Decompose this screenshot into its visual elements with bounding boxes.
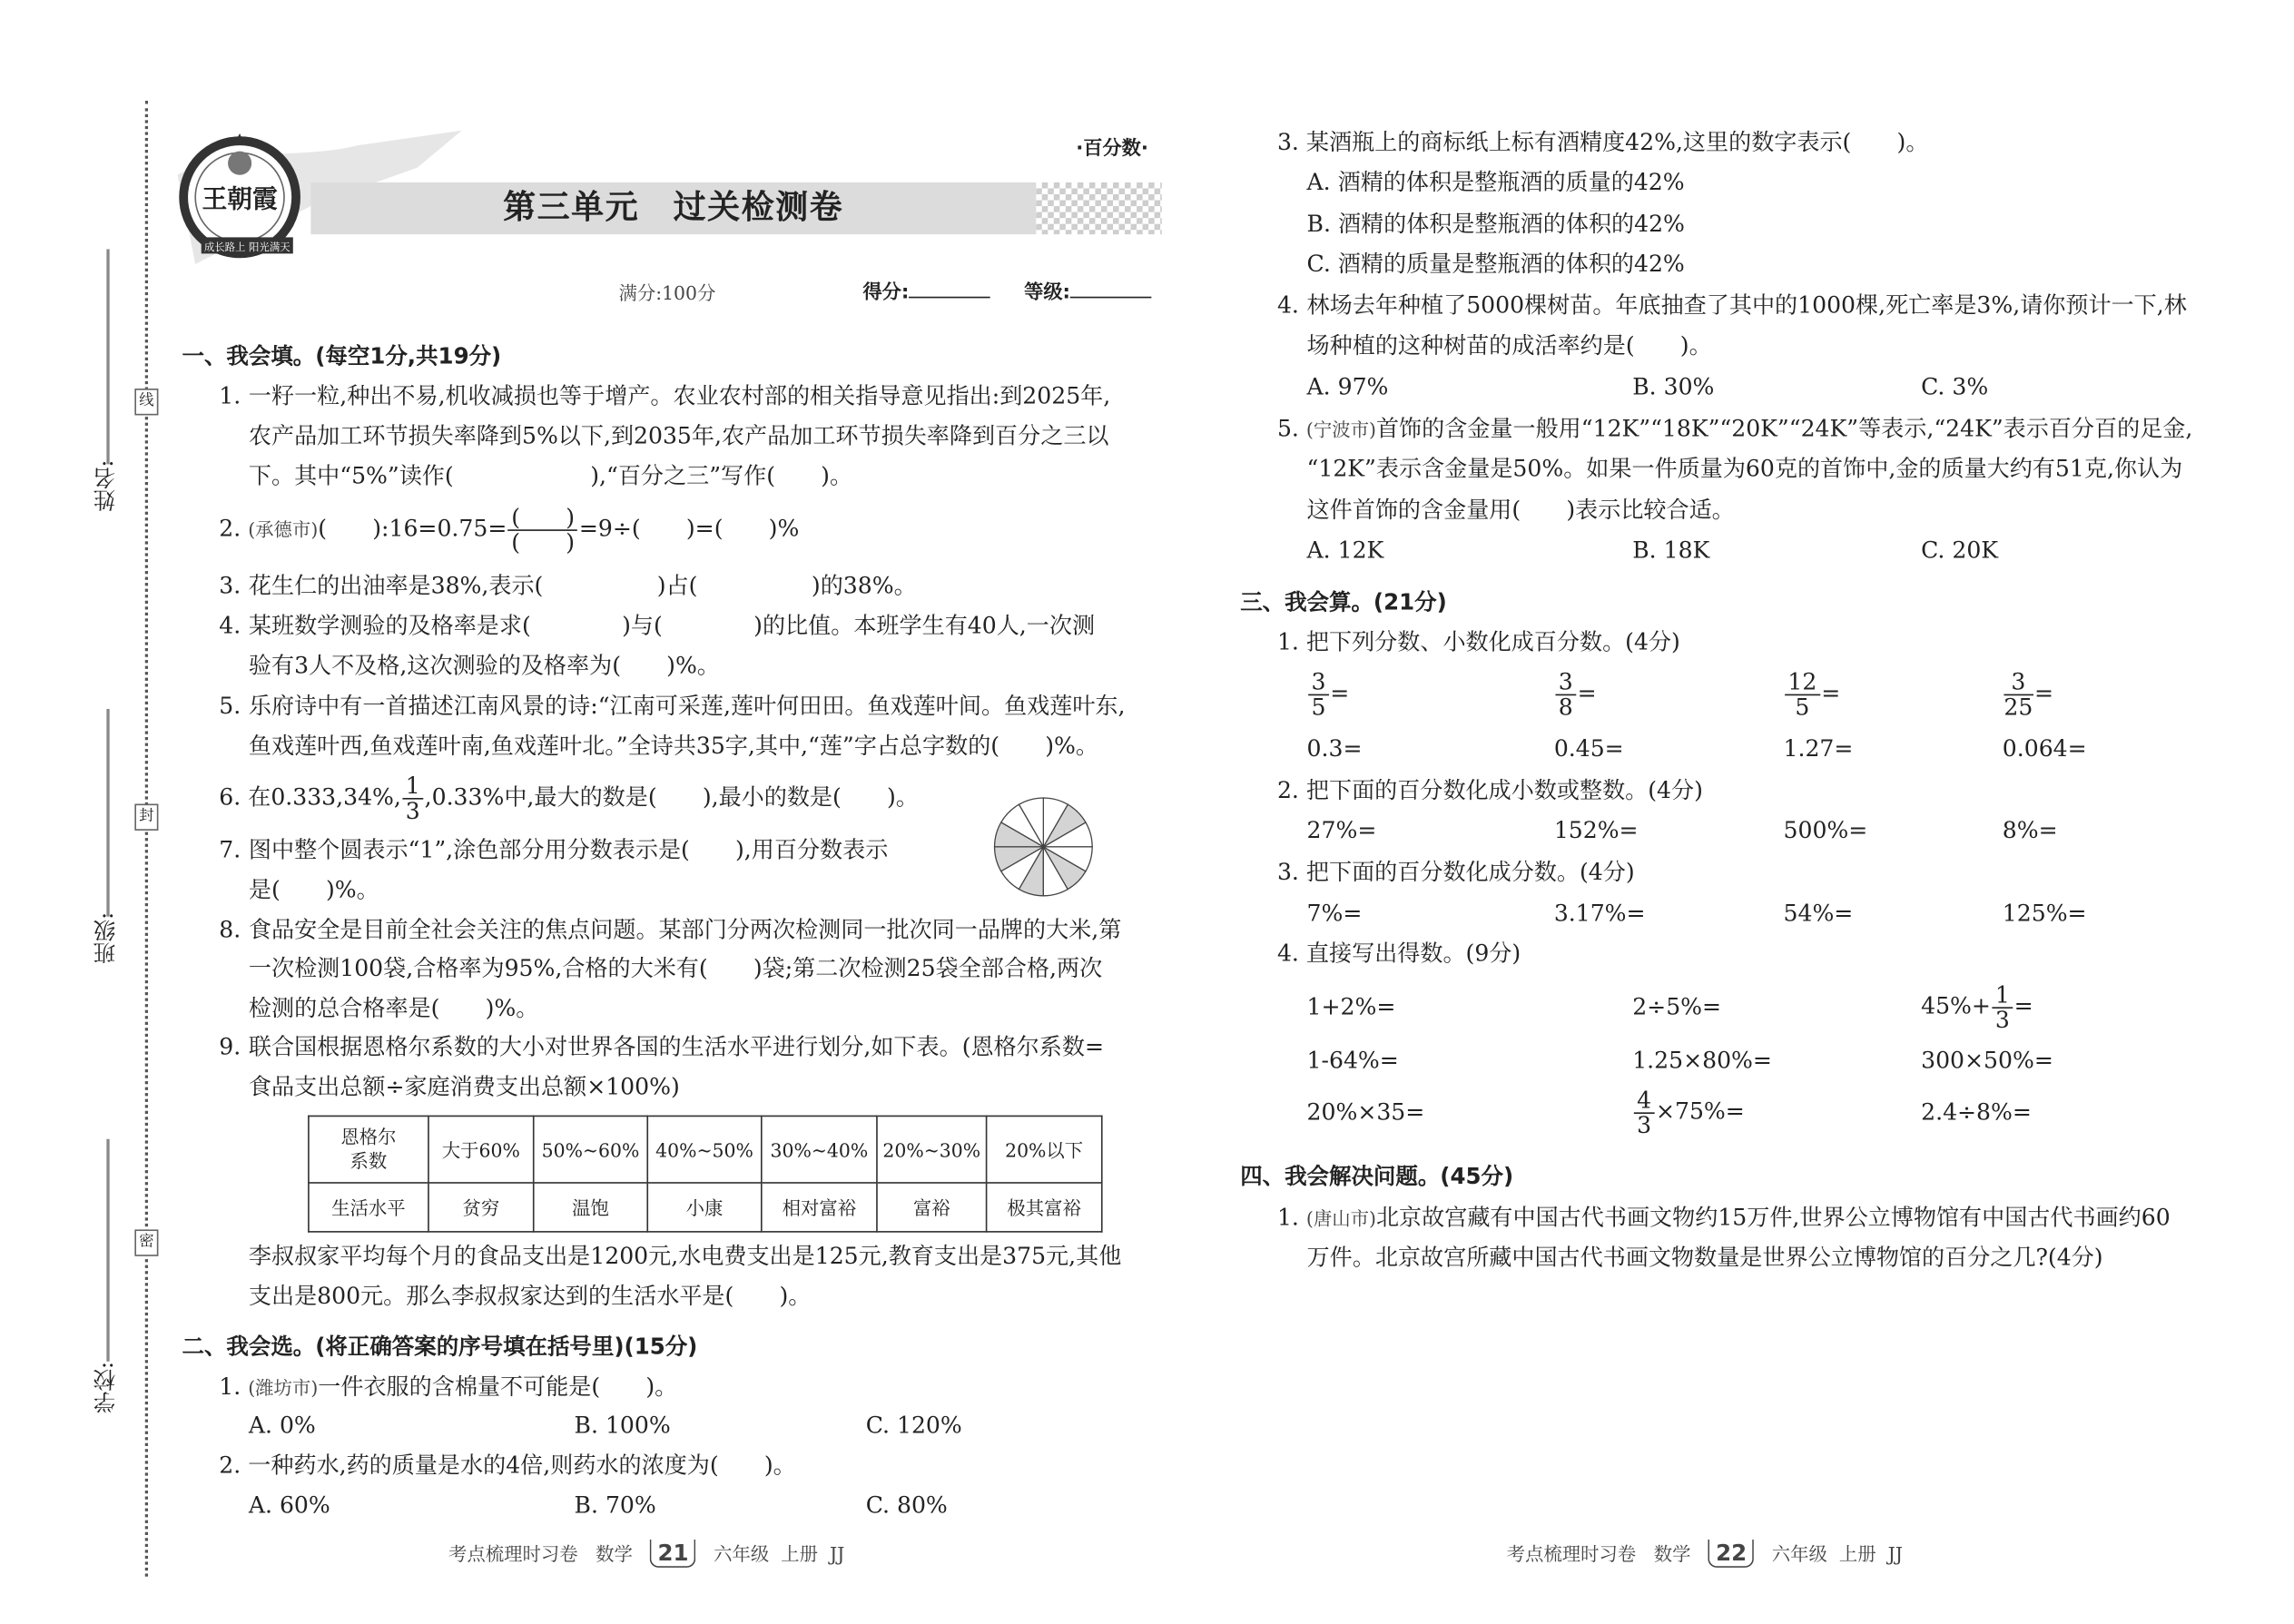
calc-item: $\frac{3}{25}$ = <box>2004 668 2054 722</box>
question-number: 5. <box>219 692 241 720</box>
question-text: 食品安全是目前全社会关注的焦点问题。某部门分两次检测同一批次同一品牌的大米,第 <box>248 916 1122 944</box>
question-number: 1. <box>219 382 241 409</box>
question-text: 图中整个圆表示“1”,涂色部分用分数表示是( ),用百分数表示 <box>248 836 889 863</box>
calc-item: 45%+ $\frac{1}{3}$ = <box>1921 981 2033 1034</box>
question-number: 7. <box>219 836 241 863</box>
option-a: A. 97% <box>1306 373 1389 401</box>
question-text: 乐府诗中有一首描述江南风景的诗:“江南可采莲,莲叶何田田。鱼戏莲叶间。鱼戏莲叶东, <box>248 692 1126 720</box>
question-text: 3. 某酒瓶上的商标纸上标有酒精度42%,这里的数字表示( )。 <box>1276 129 1929 156</box>
full-score: 满分:100分 <box>618 281 716 304</box>
option-a: A. 酒精的体积是整瓶酒的质量的42% <box>1306 169 1685 196</box>
pie-figure <box>991 795 1095 899</box>
option-b: B. 100% <box>574 1412 671 1439</box>
section-heading: 四、我会解决问题。(45分) <box>1240 1162 1514 1190</box>
seal-mark: 密 <box>134 1229 158 1255</box>
table-row: 生活水平 贫穷 温饱 小康 相对富裕 富裕 极其富裕 <box>309 1183 1102 1232</box>
calc-item: 500%= <box>1783 817 1868 844</box>
calc-item: 1-64%= <box>1306 1047 1399 1074</box>
option-a: A. 12K <box>1306 536 1384 564</box>
question-text: 林场去年种植了5000棵树苗。年底抽查了其中的1000棵,死亡率是3%,请你预计一下,林 <box>1306 291 2187 320</box>
question-text: 5. (宁波市)首饰的含金量一般用“12K”“18K”“20K”“24K”等表示,“24K”表示百分百的足金, <box>1276 415 2193 442</box>
table-row: 恩格尔 系数 大于60% 50%~60% 40%~50% 30%~40% 20%~30% 20%以下 <box>309 1116 1102 1183</box>
question-text: 李叔叔家平均每个月的食品支出是1200元,水电费支出是125元,教育支出是375元,其他 <box>248 1243 1122 1270</box>
page-number: 21 <box>650 1540 695 1568</box>
school-field[interactable] <box>106 1139 108 1362</box>
score-label: 得分: <box>862 281 910 304</box>
calc-item: $\frac{3}{8}$ = <box>1554 670 1597 719</box>
option-c: C. 3% <box>1921 373 1989 401</box>
option-c: C. 20K <box>1921 536 1999 564</box>
calc-item: 7%= <box>1306 900 1363 928</box>
score-field[interactable] <box>909 279 990 298</box>
calc-item: 0.064= <box>2002 735 2087 763</box>
fraction: $\frac{( )}{( )}$ <box>508 506 577 555</box>
school-label: 学校: <box>92 1361 119 1414</box>
class-field[interactable] <box>106 709 108 917</box>
page-number: 22 <box>1708 1540 1754 1568</box>
option-b: B. 酒精的体积是整瓶酒的体积的42% <box>1306 210 1685 238</box>
calc-item: 27%= <box>1306 817 1377 844</box>
question-text: 1. (唐山市)北京故宫藏有中国古代书画文物约15万件,世界公立博物馆有中国古代书画约60 <box>1276 1204 2171 1232</box>
calc-item: 0.45= <box>1553 735 1624 763</box>
option-a: A. 60% <box>248 1491 330 1520</box>
option-c: C. 酒精的质量是整瓶酒的体积的42% <box>1306 251 1685 278</box>
question-6: 6. 在0.333,34%, $\frac{1}{3}$ ,0.33%中,最大的数是( ),最小的数是( )。 <box>219 773 919 825</box>
fraction: $\frac{1}{3}$ <box>403 774 423 823</box>
cut-line <box>145 101 148 1577</box>
calc-item: 3.17%= <box>1553 900 1646 928</box>
calc-item: 1+2%= <box>1306 993 1396 1021</box>
topic-label: ·百分数· <box>1076 137 1148 161</box>
title-band-pattern <box>1036 182 1162 234</box>
calc-item: $\frac{3}{5}$ = <box>1307 670 1350 719</box>
option-b: B. 70% <box>574 1491 656 1520</box>
question-number: 8. <box>219 916 241 944</box>
engel-table <box>308 1116 1102 1233</box>
calc-item: 54%= <box>1783 900 1854 928</box>
question-text: 联合国根据恩格尔系数的大小对世界各国的生活水平进行划分,如下表。(恩格尔系数= <box>248 1033 1104 1061</box>
question-text: 3. 把下面的百分数化成分数。(4分) <box>1276 858 1635 886</box>
question-text: 4. 直接写出得数。(9分) <box>1276 940 1521 968</box>
question-text: 2. 把下面的百分数化成小数或整数。(4分) <box>1276 777 1703 804</box>
section-heading: 一、我会填。(每空1分,共19分) <box>182 342 502 369</box>
calc-item: 152%= <box>1553 817 1639 844</box>
question-text: 1. 把下列分数、小数化成百分数。(4分) <box>1276 628 1680 656</box>
svg-text:成长路上 阳光满天: 成长路上 阳光满天 <box>203 241 290 254</box>
name-field[interactable] <box>106 249 108 464</box>
footer-left: 考点梳理时习卷 数学 21 六年级 上册 JJ <box>448 1539 845 1567</box>
question-text: 花生仁的出油率是38%,表示( )占( )的38%。 <box>248 572 917 600</box>
calc-item: 2.4÷8%= <box>1921 1098 2032 1127</box>
question-text: 检测的总合格率是( )%。 <box>248 995 539 1022</box>
question-number: 4. <box>219 612 241 640</box>
calc-item: 8%= <box>2002 817 2058 844</box>
calc-item: 0.3= <box>1306 735 1363 763</box>
question-text: “12K”表示含金量是50%。如果一件质量为60克的首饰中,金的质量大约有51克,你认为 <box>1306 455 2183 482</box>
option-c: C. 80% <box>865 1491 948 1520</box>
question-text: 食品支出总额÷家庭消费支出总额×100%) <box>248 1073 680 1101</box>
question-text: 验有3人不及格,这次测验的及格率为( )%。 <box>248 652 720 680</box>
page-title: 第三单元 过关检测卷 <box>503 190 844 227</box>
calc-item: 1.27= <box>1783 735 1854 763</box>
class-label: 班级: <box>92 911 119 965</box>
question-text: 2. 一种药水,药的质量是水的4倍,则药水的浓度为( )。 <box>219 1452 796 1479</box>
calc-item: 20%×35= <box>1306 1098 1425 1127</box>
question-text: 下。其中“5%”读作( ),“百分之三”写作( )。 <box>248 462 853 490</box>
footer-right: 考点梳理时习卷 数学 22 六年级 上册 JJ <box>1506 1539 1903 1567</box>
question-text: 场种植的这种树苗的成活率约是( )。 <box>1306 331 1712 359</box>
option-b: B. 18K <box>1632 536 1710 564</box>
question-number: 9. <box>219 1033 241 1061</box>
seal-mark: 封 <box>134 804 158 831</box>
question-text: 万件。北京故宫所藏中国古代书画文物数量是世界公立博物馆的百分之几?(4分) <box>1306 1244 2103 1272</box>
calc-item: 300×50%= <box>1921 1047 2053 1074</box>
option-c: C. 120% <box>865 1412 962 1439</box>
question-text: 鱼戏莲叶西,鱼戏莲叶南,鱼戏莲叶北。”全诗共35字,其中,“莲”字占总字数的( )%。 <box>248 733 1099 760</box>
option-b: B. 30% <box>1632 373 1715 401</box>
question-text: 农产品加工环节损失率降到5%以下,到2035年,农产品加工环节损失率降到百分之三以 <box>248 422 1109 450</box>
calc-item: 125%= <box>2002 900 2087 928</box>
question-2: 2. (承德市)( ):16=0.75= $\frac{( )}{( )}$ =9÷( )=( )% <box>219 504 800 556</box>
question-text: 一次检测100袋,合格率为95%,合格的大米有( )袋;第二次检测25袋全部合格,两次 <box>248 955 1103 982</box>
question-number: 3. <box>219 572 241 600</box>
option-a: A. 0% <box>248 1412 316 1439</box>
grade-field[interactable] <box>1070 279 1152 298</box>
section-heading: 二、我会选。(将正确答案的序号填在括号里)(15分) <box>182 1333 698 1361</box>
name-label: 姓名: <box>92 459 119 512</box>
question-number: 4. <box>1276 291 1299 320</box>
calc-item: 1.25×80%= <box>1632 1047 1772 1074</box>
seal-mark: 线 <box>134 389 158 415</box>
calc-item: 2÷5%= <box>1632 993 1722 1021</box>
question-text: 支出是800元。那么李叔叔家达到的生活水平是( )。 <box>248 1283 812 1310</box>
question-text: 是( )%。 <box>248 876 379 903</box>
grade-label: 等级: <box>1024 281 1071 304</box>
question-text: 1. (潍坊市)一件衣服的含棉量不可能是( )。 <box>219 1373 678 1401</box>
section-heading: 三、我会算。(21分) <box>1240 588 1447 616</box>
question-text: 某班数学测验的及格率是求( )与( )的比值。本班学生有40人,一次测 <box>248 612 1096 640</box>
calc-item: $\frac{12}{5}$ = <box>1784 670 1841 719</box>
svg-text:王朝霞: 王朝霞 <box>202 183 278 214</box>
question-text: 一籽一粒,种出不易,机收减损也等于增产。农业农村部的相关指导意见指出:到2025年, <box>248 382 1111 409</box>
question-text: 这件首饰的含金量用( )表示比较合适。 <box>1306 497 1735 524</box>
calc-item: $\frac{4}{3}$ ×75%= <box>1632 1088 1745 1137</box>
